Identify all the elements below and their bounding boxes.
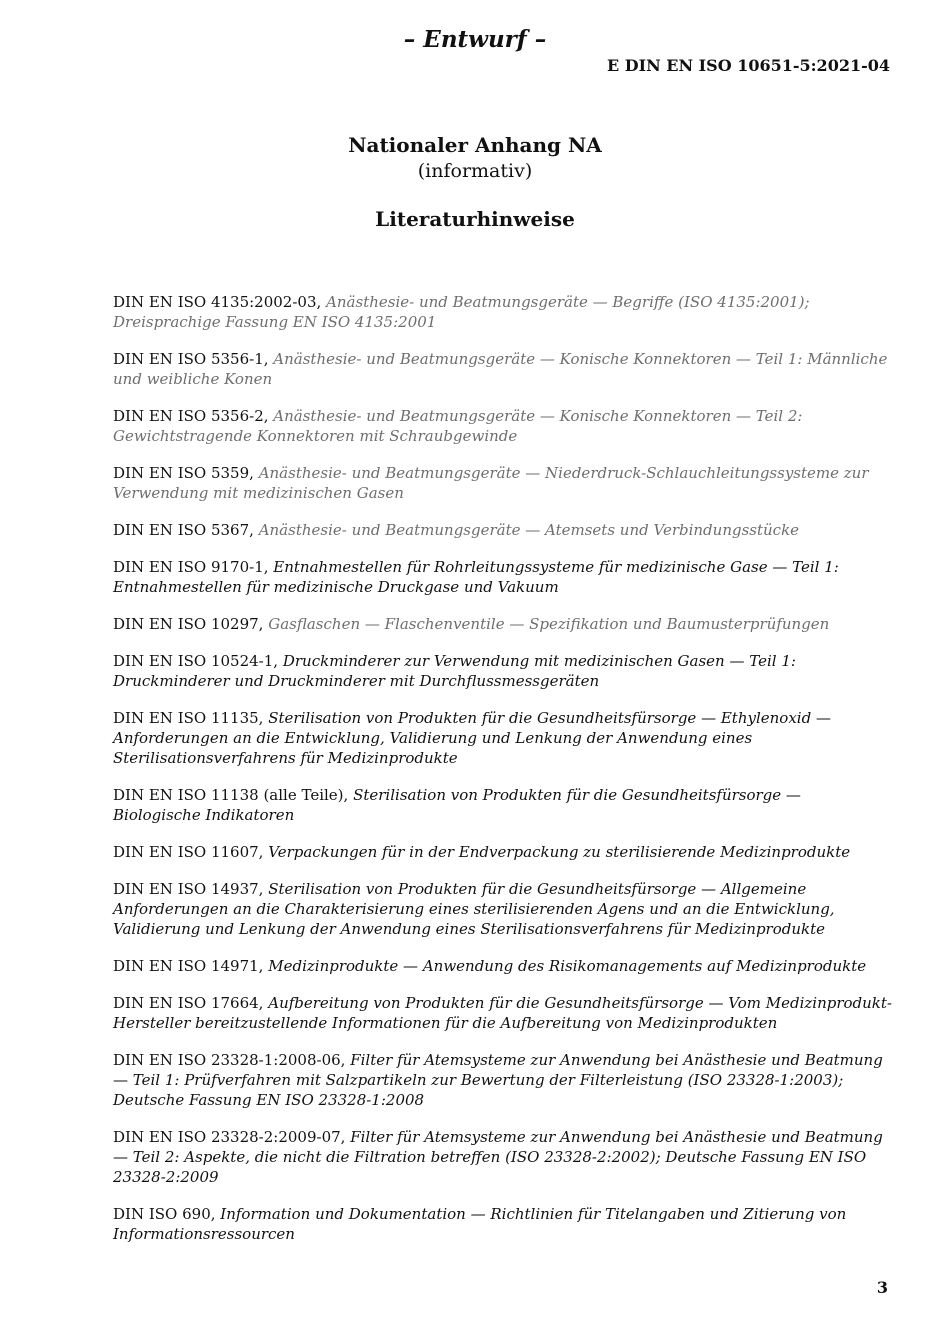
reference-number: DIN EN ISO 11138 (alle Teile), [113,786,349,804]
reference-item [113,651,893,691]
reference-number: DIN EN ISO 23328-2:2009-07, [113,1128,346,1146]
reference-title: Anästhesie- und Beatmungsgeräte — Konische Konnektoren — Teil 1: Männliche und weibliche Konen [113,350,888,388]
reference-title: Entnahmestellen für Rohrleitungssysteme für medizinische Gase — Teil 1: Entnahmestellen für medizinische Druckgase und Vakuum [113,558,839,596]
reference-title: Filter für Atemsysteme zur Anwendung bei Anästhesie und Beatmung — Teil 2: Aspekte, die nicht die Filtration betreffen (ISO 23328-2:2002); Deutsche Fassung EN ISO 23328-2:2009 [113,1128,883,1186]
reference-item [113,406,893,446]
reference-item [113,1127,893,1187]
draft-label: – Entwurf – [403,26,547,53]
annex-title: Nationaler Anhang NA [348,133,602,157]
reference-number: DIN EN ISO 14971, [113,957,264,975]
reference-number: DIN EN ISO 17664, [113,994,264,1012]
reference-title: Verpackungen für in der Endverpackung zu sterilisierende Medizinprodukte [268,843,851,861]
reference-item [113,842,893,862]
section-title: Literaturhinweise [375,207,575,231]
reference-number: DIN EN ISO 14937, [113,880,264,898]
reference-item [113,557,893,597]
reference-item [113,993,893,1033]
reference-title: Sterilisation von Produkten für die Gesundheitsfürsorge — Biologische Indikatoren [113,786,801,824]
reference-number: DIN EN ISO 10297, [113,615,264,633]
reference-title: Anästhesie- und Beatmungsgeräte — Begriffe (ISO 4135:2001); Dreisprachige Fassung EN ISO 4135:2001 [113,293,810,331]
reference-title: Aufbereitung von Produkten für die Gesundheitsfürsorge — Vom Medizinprodukt-Hersteller bereitzustellende Informationen für die Aufbereitung von Medizinprodukten [113,994,892,1032]
reference-number: DIN EN ISO 10524-1, [113,652,279,670]
reference-title: Anästhesie- und Beatmungsgeräte — Atemsets und Verbindungsstücke [258,521,800,539]
reference-number: DIN EN ISO 11607, [113,843,264,861]
reference-number: DIN EN ISO 9170-1, [113,558,269,576]
reference-item [113,708,893,768]
reference-item [113,1050,893,1110]
reference-item [113,956,893,976]
reference-item [113,785,893,825]
reference-number: DIN ISO 690, [113,1205,216,1223]
reference-number: DIN EN ISO 5356-1, [113,350,269,368]
document-id: E DIN EN ISO 10651-5:2021-04 [606,56,890,75]
reference-item [113,520,893,540]
reference-title: Medizinprodukte — Anwendung des Risikomanagements auf Medizinprodukte [268,957,867,975]
reference-item [113,879,893,939]
reference-item [113,463,893,503]
reference-title: Information und Dokumentation — Richtlinien für Titelangaben und Zitierung von Informationsressourcen [113,1205,847,1243]
reference-number: DIN EN ISO 5356-2, [113,407,269,425]
page-number: 3 [876,1278,888,1297]
reference-list [113,292,893,1261]
reference-title: Sterilisation von Produkten für die Gesundheitsfürsorge — Allgemeine Anforderungen an die Charakterisierung eines sterilisierenden Agens und an die Entwicklung, Validierung und Lenkung der Anwendung eines Sterilisationsverfahrens für Medizinprodukte [113,880,835,938]
annex-heading [0,132,950,232]
reference-title: Sterilisation von Produkten für die Gesundheitsfürsorge — Ethylenoxid — Anforderungen an die Entwicklung, Validierung und Lenkung der Anwendung eines Sterilisationsverfahrens für Medizinprodukte [113,709,831,767]
reference-title: Anästhesie- und Beatmungsgeräte — Niederdruck-Schlauchleitungssysteme zur Verwendung mit medizinischen Gasen [113,464,869,502]
reference-title: Druckminderer zur Verwendung mit medizinischen Gasen — Teil 1: Druckminderer und Druckminderer mit Durchflussmessgeräten [113,652,796,690]
reference-title: Filter für Atemsysteme zur Anwendung bei Anästhesie und Beatmung — Teil 1: Prüfverfahren mit Salzpartikeln zur Bewertung der Filterleistung (ISO 23328-1:2003); Deutsche Fassung EN ISO 23328-1:2008 [113,1051,883,1109]
reference-number: DIN EN ISO 5367, [113,521,254,539]
reference-item [113,614,893,634]
reference-item [113,1204,893,1244]
reference-number: DIN EN ISO 5359, [113,464,254,482]
reference-number: DIN EN ISO 23328-1:2008-06, [113,1051,346,1069]
reference-item [113,349,893,389]
reference-item [113,292,893,332]
reference-title: Gasflaschen — Flaschenventile — Spezifikation und Baumusterprüfungen [268,615,830,633]
reference-number: DIN EN ISO 11135, [113,709,264,727]
annex-subtitle: (informativ) [417,160,533,182]
reference-number: DIN EN ISO 4135:2002-03, [113,293,322,311]
reference-title: Anästhesie- und Beatmungsgeräte — Konische Konnektoren — Teil 2: Gewichtstragende Konnektoren mit Schraubgewinde [113,407,803,445]
